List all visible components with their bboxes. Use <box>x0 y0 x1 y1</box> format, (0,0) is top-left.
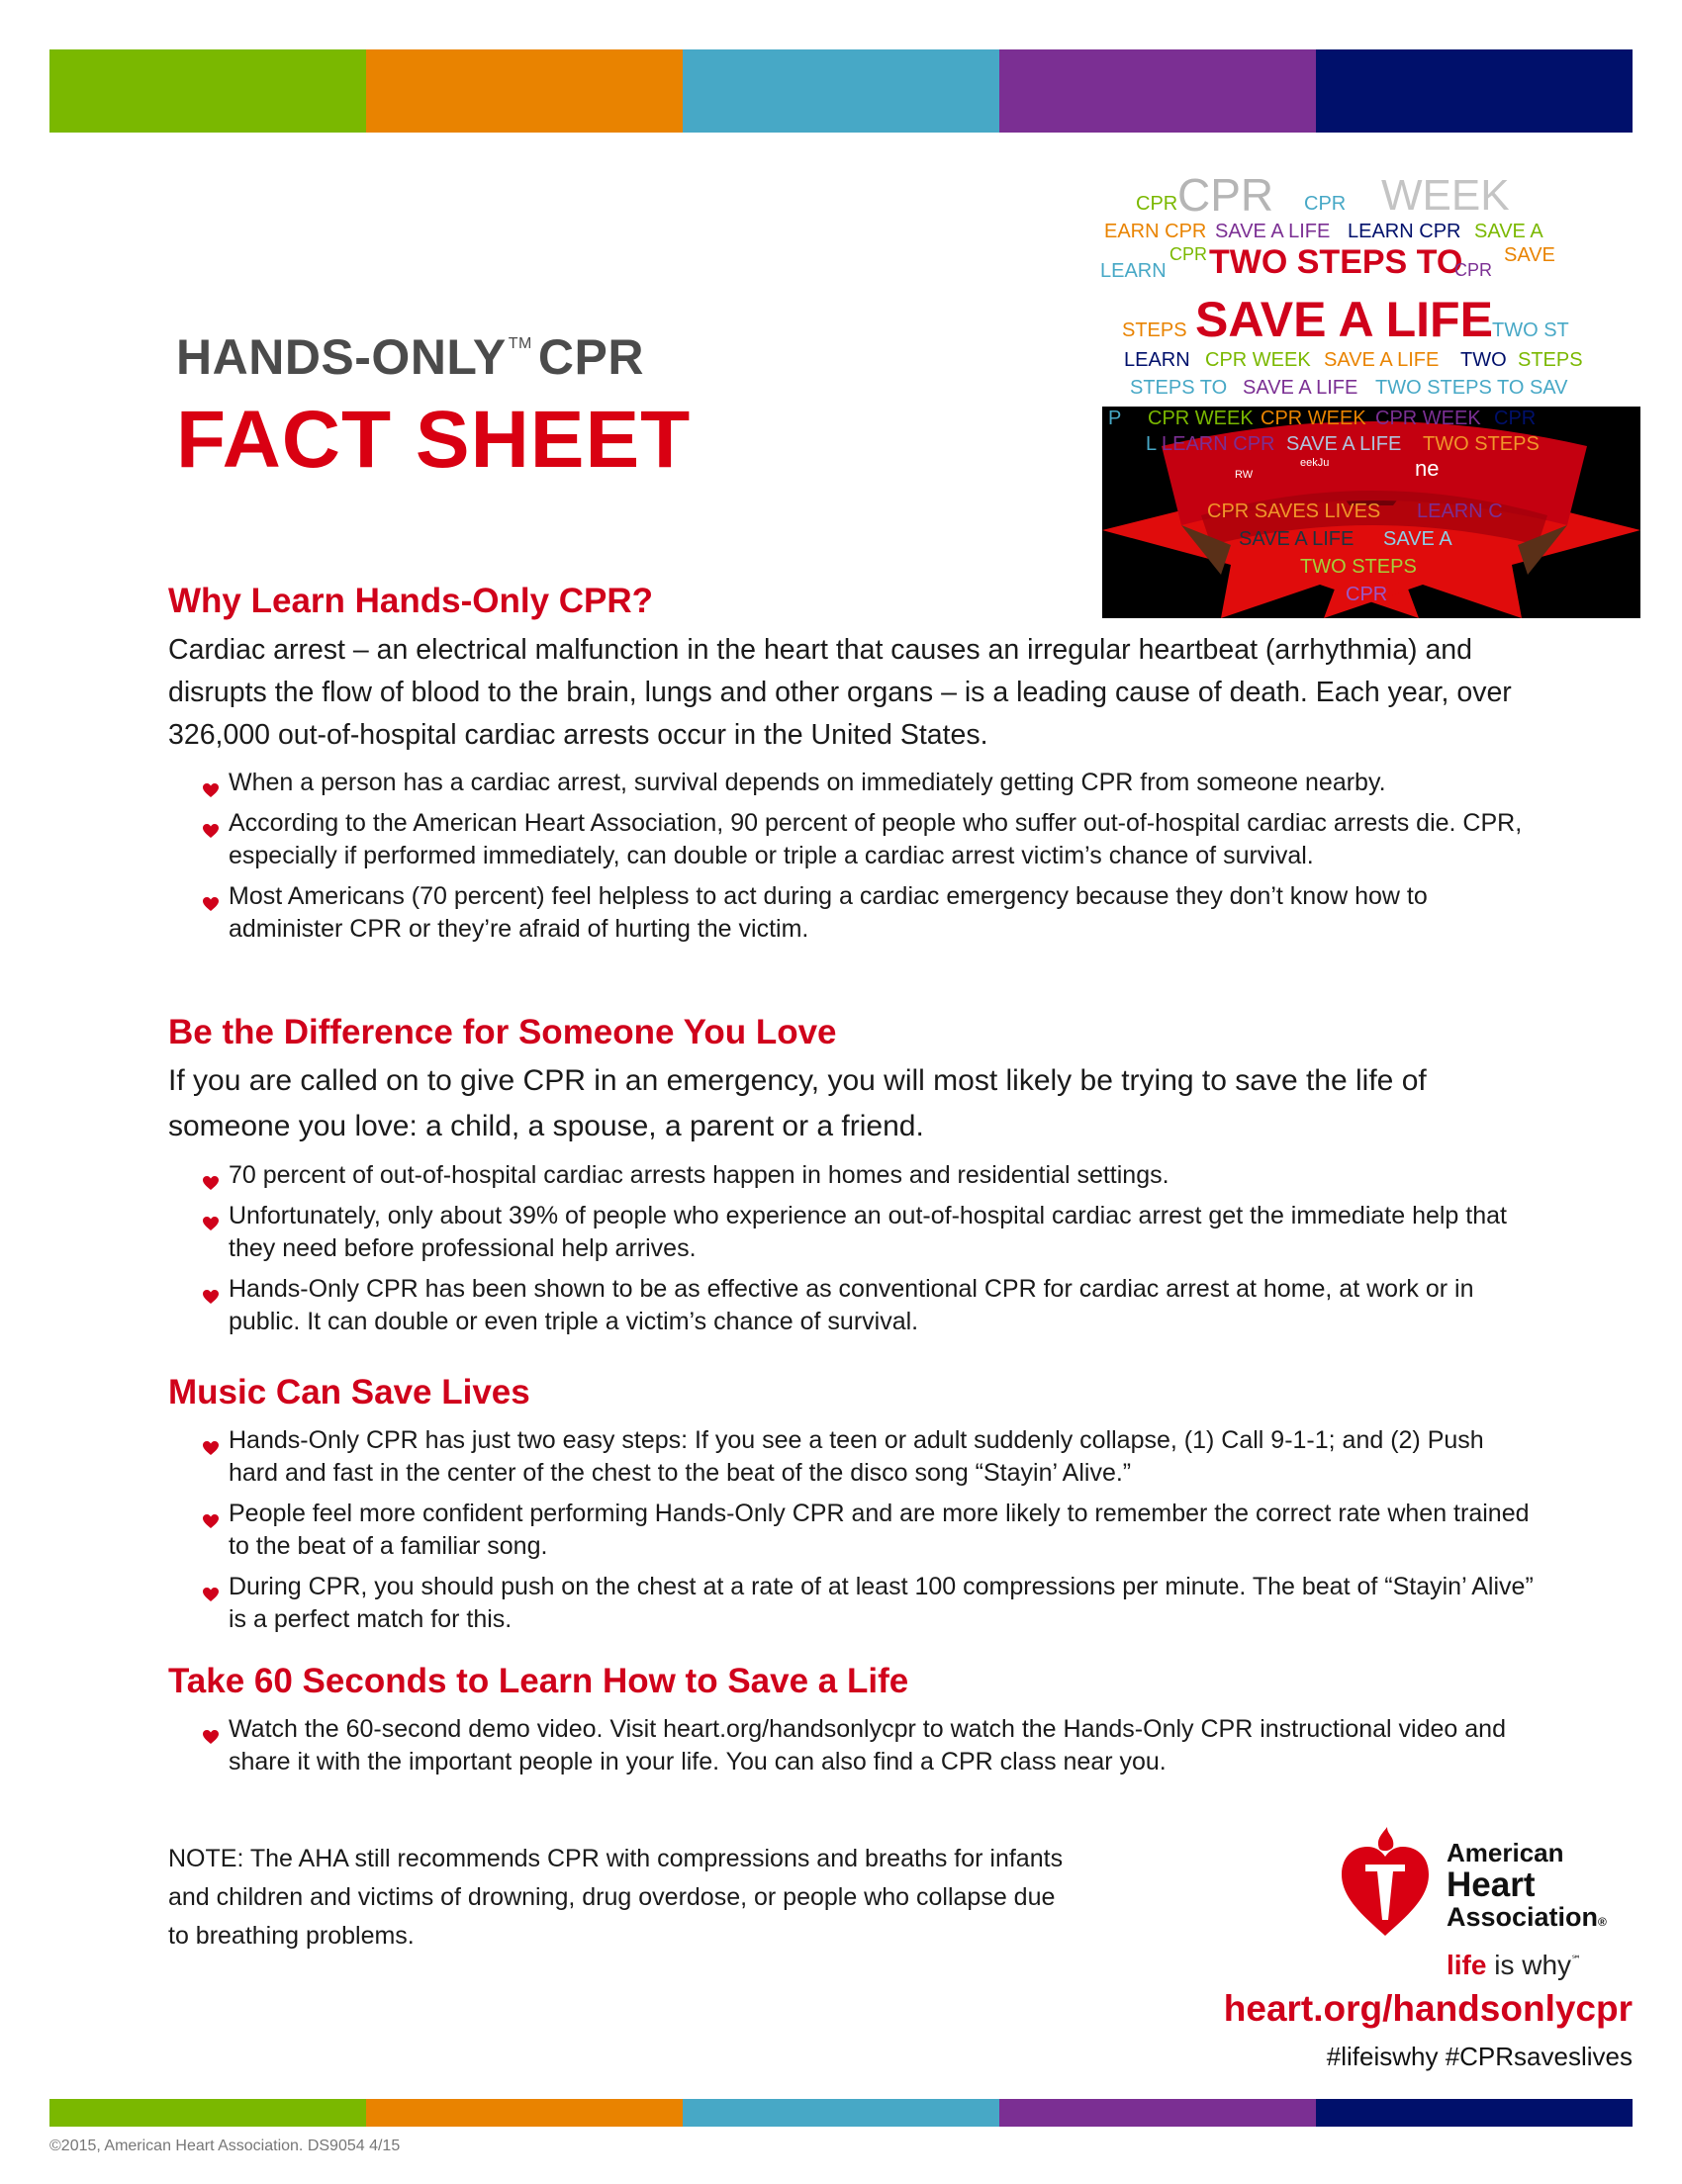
title-subtitle-cpr: CPR <box>537 329 644 385</box>
heart-bullet-icon <box>202 815 220 831</box>
section-heading: Why Learn Hands-Only CPR? <box>168 582 654 620</box>
bullet-text: 70 percent of out-of-hospital cardiac arrests happen in homes and residential settings. <box>229 1161 1169 1189</box>
stripe-blue <box>683 49 999 133</box>
page-title <box>176 329 692 485</box>
heart-bullet-icon <box>202 1167 220 1183</box>
bullet-text: According to the American Heart Association, 90 percent of people who suffer out-of-hospital cardiac arrests die. CPR, especially if performed immediately, can double or triple a cardiac arrest victim’s chance of survival. <box>229 809 1523 869</box>
word-cloud-word: SAVE A LIFE <box>1324 349 1440 371</box>
aha-tagline <box>1447 1950 1581 1981</box>
list-item <box>168 1571 1534 1636</box>
bullet-text: Unfortunately, only about 39% of people who experience an out-of-hospital cardiac arrest get the immediate help that they need before professional help arrives. <box>229 1202 1507 1262</box>
bullet-text: Hands-Only CPR has just two easy steps: If you see a teen or adult suddenly collapse, (1) Call 9-1-1; and (2) Push hard and fast in the center of the chest to the beat of the disco song “Stayin’ Alive.” <box>229 1426 1484 1487</box>
aha-heart-torch-icon <box>1336 1825 1435 1944</box>
stripe-purple <box>999 49 1316 133</box>
word-cloud-word: LEARN CPR <box>1162 433 1275 455</box>
bullet-text: Most Americans (70 percent) feel helpless to act during a cardiac emergency because they don’t know how to administer CPR or they’re afraid of hurting the victim. <box>229 882 1428 943</box>
list-item <box>168 1200 1534 1265</box>
word-cloud-word: SAVE <box>1504 244 1555 266</box>
word-cloud-word: SAVE A <box>1474 221 1543 242</box>
title-subtitle-hands-only: HANDS-ONLY <box>176 329 507 385</box>
bullet-list <box>168 1713 1534 1778</box>
word-cloud-word: CPR WEEK <box>1261 408 1366 429</box>
section-heading: Take 60 Seconds to Learn How to Save a Life <box>168 1662 909 1700</box>
word-cloud-word: CPR SAVES LIVES <box>1207 500 1381 522</box>
heart-bullet-icon <box>202 1505 220 1521</box>
section-music-can-save-lives <box>168 1373 1534 1636</box>
word-cloud-word: SAVE A LIFE <box>1195 292 1493 347</box>
bullet-text: People feel more confident performing Hands-Only CPR and are more likely to remember the correct rate when trained to the beat of a familiar song. <box>229 1500 1530 1560</box>
list-item <box>168 767 1534 799</box>
aha-wordmark <box>1447 1840 1607 1931</box>
heart-bullet-icon <box>202 1208 220 1224</box>
list-item <box>168 1273 1534 1338</box>
word-cloud-word: TWO STEPS <box>1300 556 1417 578</box>
heart-bullet-icon <box>202 1432 220 1448</box>
word-cloud-word: TWO ST <box>1492 319 1569 341</box>
word-cloud-word: STEPS <box>1518 349 1583 371</box>
bullet-list <box>168 1159 1534 1338</box>
section-why-learn <box>168 582 1534 946</box>
word-cloud-word: CPR <box>1177 169 1274 221</box>
stripe-orange <box>366 49 683 133</box>
list-item <box>168 807 1534 872</box>
bottom-color-stripe <box>49 2099 1633 2127</box>
section-take-60-seconds <box>168 1662 1534 1778</box>
bullet-list <box>168 767 1534 946</box>
list-item <box>168 1159 1534 1192</box>
bullet-text: Watch the 60-second demo video. Visit heart.org/handsonlycpr to watch the Hands-Only CPR instructional video and share it with the important people in your life. You can also find a CPR class near you. <box>229 1715 1506 1775</box>
stripe-orange <box>366 2099 683 2127</box>
wordmark-american: American <box>1447 1838 1564 1867</box>
word-cloud-word: P <box>1108 408 1122 429</box>
word-cloud-word: SAVE A LIFE <box>1243 377 1358 399</box>
word-cloud-word: CPR <box>1304 193 1347 215</box>
word-cloud-word: TWO STEPS TO <box>1209 243 1463 281</box>
word-cloud-word: LEARN <box>1124 349 1190 371</box>
section-lead-paragraph: Cardiac arrest – an electrical malfunction in the heart that causes an irregular heartbeat (arrhythmia) and disrupts the flow of blood to the brain, lungs and other organs – is a leading cause of death. Each year, over 326,000 out-of-hospital cardiac arrests occur in the United States. <box>168 634 1512 751</box>
cpr-word-cloud-graphic <box>1088 158 1642 623</box>
trademark-mark: TM <box>508 335 532 352</box>
word-cloud-word: WEEK <box>1381 171 1510 220</box>
handsonlycpr-link[interactable]: heart.org/handsonlycpr <box>1223 1988 1633 2029</box>
word-cloud-word: SAVE A <box>1383 528 1452 550</box>
wordmark-association-text: Association <box>1447 1902 1599 1932</box>
word-cloud-word: STEPS <box>1122 319 1187 341</box>
section-heading: Music Can Save Lives <box>168 1373 530 1411</box>
stripe-navy <box>1316 49 1633 133</box>
copyright-notice: ©2015, American Heart Association. DS9054 4/15 <box>49 2138 401 2154</box>
word-cloud-word: ne <box>1415 456 1440 481</box>
stripe-purple <box>999 2099 1316 2127</box>
word-cloud-word: CPR <box>1494 408 1537 429</box>
stripe-green <box>49 49 366 133</box>
wordmark-heart: Heart <box>1447 1866 1536 1904</box>
heart-bullet-icon <box>202 774 220 790</box>
registered-mark: ® <box>1598 1915 1607 1929</box>
stripe-navy <box>1316 2099 1633 2127</box>
heart-bullet-icon <box>202 888 220 904</box>
title-fact-sheet: FACT SHEET <box>176 395 692 485</box>
stripe-blue <box>683 2099 999 2127</box>
section-be-the-difference <box>168 1013 1534 1338</box>
title-subtitle <box>176 329 691 385</box>
aha-logo <box>1336 1825 1633 1983</box>
word-cloud-word: EARN CPR <box>1104 221 1207 242</box>
bullet-text: When a person has a cardiac arrest, survival depends on immediately getting CPR from someone nearby. <box>229 769 1386 796</box>
word-cloud-word: RW <box>1235 469 1254 481</box>
heart-bullet-icon <box>202 1281 220 1297</box>
word-cloud-word: LEARN CPR <box>1348 221 1461 242</box>
list-item <box>168 1713 1534 1778</box>
section-heading: Be the Difference for Someone You Love <box>168 1013 837 1051</box>
tagline-life: life <box>1447 1950 1487 1980</box>
word-cloud-word: L <box>1146 433 1158 455</box>
word-cloud-word: SAVE A LIFE <box>1286 433 1402 455</box>
word-cloud-word: TWO STEPS TO SAV <box>1375 377 1568 399</box>
word-cloud-word: CPR <box>1169 244 1208 264</box>
hashtags: #lifeiswhy #CPRsaveslives <box>1326 2042 1633 2071</box>
word-cloud-word: CPR WEEK <box>1375 408 1481 429</box>
word-cloud-word: LEARN <box>1100 260 1167 282</box>
list-item <box>168 1498 1534 1563</box>
aha-note: NOTE: The AHA still recommends CPR with compressions and breaths for infants and children and victims of drowning, drug overdose, or people who collapse due to breathing problems. <box>168 1845 1064 1950</box>
top-color-stripe <box>49 49 1633 133</box>
word-cloud-word: CPR WEEK <box>1205 349 1311 371</box>
word-cloud-word: CPR <box>1136 193 1178 215</box>
wordmark-association <box>1447 1904 1607 1931</box>
section-lead-paragraph: If you are called on to give CPR in an emergency, you will most likely be trying to save the life of someone you love: a child, a spouse, a parent or a friend. <box>168 1064 1427 1142</box>
word-cloud-word: SAVE A LIFE <box>1239 528 1355 550</box>
bullet-text: During CPR, you should push on the chest at a rate of at least 100 compressions per minute. The beat of “Stayin’ Alive” is a perfect match for this. <box>229 1573 1534 1633</box>
heart-bullet-icon <box>202 1579 220 1594</box>
word-cloud-word: TWO STEPS <box>1423 433 1540 455</box>
word-cloud-word: eekJu <box>1300 457 1330 469</box>
bullet-list <box>168 1424 1534 1636</box>
list-item <box>168 1424 1534 1490</box>
word-cloud-word: CPR <box>1346 584 1388 605</box>
word-cloud-word: TWO <box>1460 349 1507 371</box>
word-cloud-word: CPR WEEK <box>1148 408 1254 429</box>
word-cloud-word: SAVE A LIFE <box>1215 221 1331 242</box>
bullet-text: Hands-Only CPR has been shown to be as effective as conventional CPR for cardiac arrest at home, at work or in public. It can double or even triple a victim’s chance of survival. <box>229 1275 1474 1335</box>
stripe-green <box>49 2099 366 2127</box>
heart-bullet-icon <box>202 1721 220 1737</box>
word-cloud-word: CPR <box>1454 260 1493 280</box>
word-cloud-word: STEPS TO <box>1130 377 1228 399</box>
word-cloud-word: LEARN C <box>1417 500 1503 522</box>
service-mark: ℠ <box>1571 1955 1582 1965</box>
list-item <box>168 880 1534 946</box>
tagline-rest: is why <box>1486 1950 1572 1980</box>
